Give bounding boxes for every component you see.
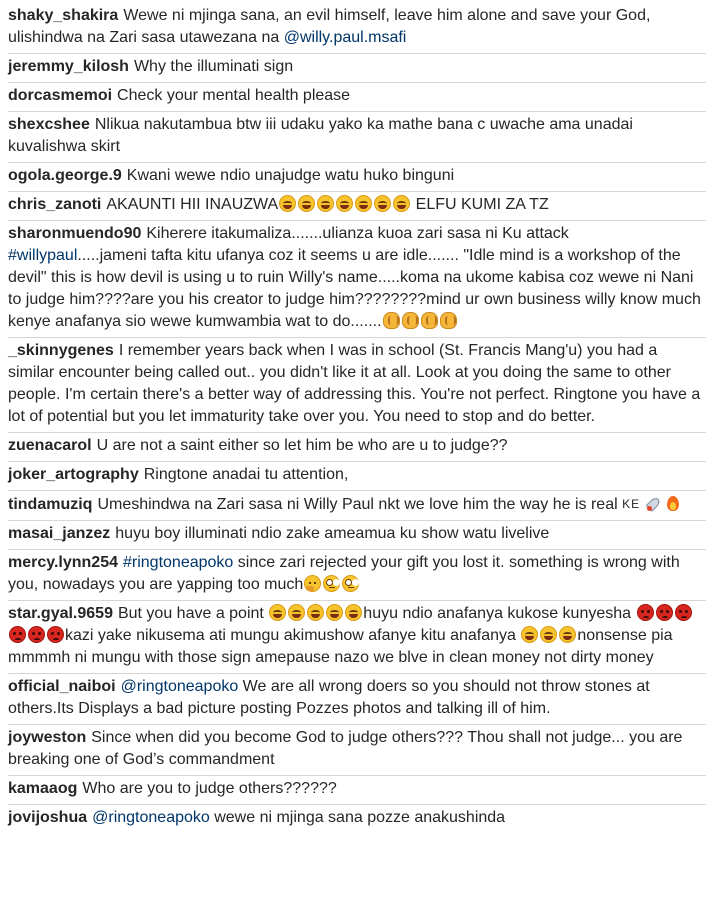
comment-item <box>8 433 706 462</box>
face-with-rolling-eyes-icon <box>342 575 359 592</box>
comment-text: ELFU KUMI ZA TZ <box>411 196 549 213</box>
comment-text: .....jameni tafta kitu ufanya coz it seems u are idle....... "Idle mind is a workshop of the devil" this is how devil is using u to ruin Willy's name.....koma na ukome kabisa coz wewe ni Nani to judge him????are you his creator to judge him????????mind ur own business willy know much kenye anafanya sio wewe kumwambia wat to do....... <box>8 247 701 330</box>
comment-item <box>8 338 706 433</box>
comment-text: We are all wrong doers so you should not throw stones at others.Its Displays a bad picture posting Pozzes photos and talking ill of him. <box>8 678 650 717</box>
pouting-face-icon <box>47 626 64 643</box>
face-with-tears-of-joy-icon <box>540 626 557 643</box>
comment-item <box>8 163 706 192</box>
comment-text: Check your mental health please <box>117 87 351 104</box>
comment-text: Since when did you become God to judge others??? Thou shall not judge... you are breaking one of God’s commandment <box>8 729 683 768</box>
comment-username-link[interactable]: ogola.george.9 <box>8 167 122 184</box>
comment-item <box>8 521 706 550</box>
comment-text: U are not a saint either so let him be who are u to judge?? <box>96 437 508 454</box>
comment-item <box>8 54 706 83</box>
comment-item <box>8 462 706 491</box>
comment-username-link[interactable]: jeremmy_kilosh <box>8 58 129 75</box>
comment-username-link[interactable]: kamaaog <box>8 780 78 797</box>
face-with-tears-of-joy-icon <box>326 604 343 621</box>
face-with-tears-of-joy-icon <box>393 195 410 212</box>
comment-text: Wewe ni mjinga sana, an evil himself, leave him alone and save your God, ulishindwa na Zari sasa utawezana na <box>8 7 651 46</box>
comment-text: AKAUNTI HII INAUZWA <box>106 196 279 213</box>
comment-text: huyu ndio anafanya kukose kunyesha <box>363 605 636 622</box>
face-with-tears-of-joy-icon <box>298 195 315 212</box>
kenya-flag-emoji: KE <box>622 497 641 511</box>
comment-text: Umeshindwa na Zari sasa ni Willy Paul nkt we love him the way he is real <box>97 496 623 513</box>
comment-username-link[interactable]: joker_artography <box>8 466 139 483</box>
comment-item <box>8 112 706 163</box>
face-with-tears-of-joy-icon <box>336 195 353 212</box>
face-with-tears-of-joy-icon <box>559 626 576 643</box>
pouting-face-icon <box>28 626 45 643</box>
comment-item <box>8 192 706 221</box>
pouting-face-icon <box>656 604 673 621</box>
comment-username-link[interactable]: zuenacarol <box>8 437 92 454</box>
comment-username-link[interactable]: mercy.lynn254 <box>8 554 118 571</box>
comment-text: But you have a point <box>117 605 269 622</box>
comment-text: kazi yake nikusema ati mungu akimushow afanye kitu anafanya <box>65 627 521 644</box>
comment-text: wewe ni mjinga sana pozze anakushinda <box>209 809 506 826</box>
face-with-tears-of-joy-icon <box>279 195 296 212</box>
pouting-face-icon <box>9 626 26 643</box>
fire-icon <box>665 495 682 512</box>
comment-item <box>8 3 706 54</box>
comment-text: since zari rejected your gift you lost it. something is wrong with you, nowadays you are yapping too much <box>8 554 680 593</box>
comment-text: I remember years back when I was in school (St. Francis Mang'u) you had a similar encounter being called out.. you didn't like it at all. Look at you doing the same to other people. I'm certain there's a better way of addressing this. You're not perfect. Ringtone you have a lot of potential but you let immaturity take over you. You need to stop and do better. <box>8 342 701 425</box>
comment-item <box>8 83 706 112</box>
comment-username-link[interactable]: star.gyal.9659 <box>8 605 113 622</box>
comment-text: nonsense pia mmmmh ni mungu with those sign amepause nazo we blve in clean money not dirty money <box>8 627 673 666</box>
comment-item <box>8 550 706 601</box>
comment-text: Ringtone anadai tu attention, <box>143 466 349 483</box>
comment-text: Nlikua nakutambua btw iii udaku yako ka mathe bana c uwache ama unadai kuvalishwa skirt <box>8 116 633 155</box>
clapping-hands-icon <box>421 312 438 329</box>
face-with-tears-of-joy-icon <box>521 626 538 643</box>
comment-text: Kiherere itakumaliza.......ulianza kuoa zari sasa ni Ku attack <box>146 225 569 242</box>
face-with-tears-of-joy-icon <box>288 604 305 621</box>
face-with-tears-of-joy-icon <box>269 604 286 621</box>
comment-text: Who are you to judge others?????? <box>82 780 337 797</box>
mention-link[interactable]: @willy.paul.msafi <box>283 29 407 46</box>
clapping-hands-icon <box>383 312 400 329</box>
comment-username-link[interactable]: masai_janzez <box>8 525 111 542</box>
comment-username-link[interactable]: jovijoshua <box>8 809 88 826</box>
comment-text <box>640 496 644 513</box>
face-with-tears-of-joy-icon <box>345 604 362 621</box>
hashtag-link[interactable]: #willypaul <box>8 247 78 264</box>
comment-item <box>8 805 706 833</box>
comment-item <box>8 601 706 674</box>
thinking-face-icon <box>304 575 321 592</box>
comment-item <box>8 221 706 338</box>
comment-username-link[interactable]: tindamuziq <box>8 496 93 513</box>
pouting-face-icon <box>637 604 654 621</box>
clapping-hands-icon <box>440 312 457 329</box>
rocket-icon <box>646 495 663 512</box>
comment-username-link[interactable]: sharonmuendo90 <box>8 225 142 242</box>
comment-username-link[interactable]: joyweston <box>8 729 87 746</box>
face-with-tears-of-joy-icon <box>374 195 391 212</box>
clapping-hands-icon <box>402 312 419 329</box>
face-with-rolling-eyes-icon <box>323 575 340 592</box>
pouting-face-icon <box>675 604 692 621</box>
hashtag-link[interactable]: #ringtoneapoko <box>123 554 234 571</box>
mention-link[interactable]: @ringtoneapoko <box>120 678 239 695</box>
comment-username-link[interactable]: _skinnygenes <box>8 342 114 359</box>
comment-item <box>8 491 706 521</box>
comment-username-link[interactable]: chris_zanoti <box>8 196 102 213</box>
face-with-tears-of-joy-icon <box>317 195 334 212</box>
comment-text: Why the illuminati sign <box>133 58 294 75</box>
face-with-tears-of-joy-icon <box>307 604 324 621</box>
comment-item <box>8 725 706 776</box>
comment-item <box>8 674 706 725</box>
mention-link[interactable]: @ringtoneapoko <box>92 809 210 826</box>
face-with-tears-of-joy-icon <box>355 195 372 212</box>
comment-text: huyu boy illuminati ndio zake ameamua ku show watu livelive <box>115 525 550 542</box>
comment-username-link[interactable]: official_naiboi <box>8 678 116 695</box>
comment-username-link[interactable]: dorcasmemoi <box>8 87 113 104</box>
comment-text: Kwani wewe ndio unajudge watu huko binguni <box>126 167 455 184</box>
comment-item <box>8 776 706 805</box>
comment-username-link[interactable]: shaky_shakira <box>8 7 119 24</box>
comment-username-link[interactable]: shexcshee <box>8 116 90 133</box>
